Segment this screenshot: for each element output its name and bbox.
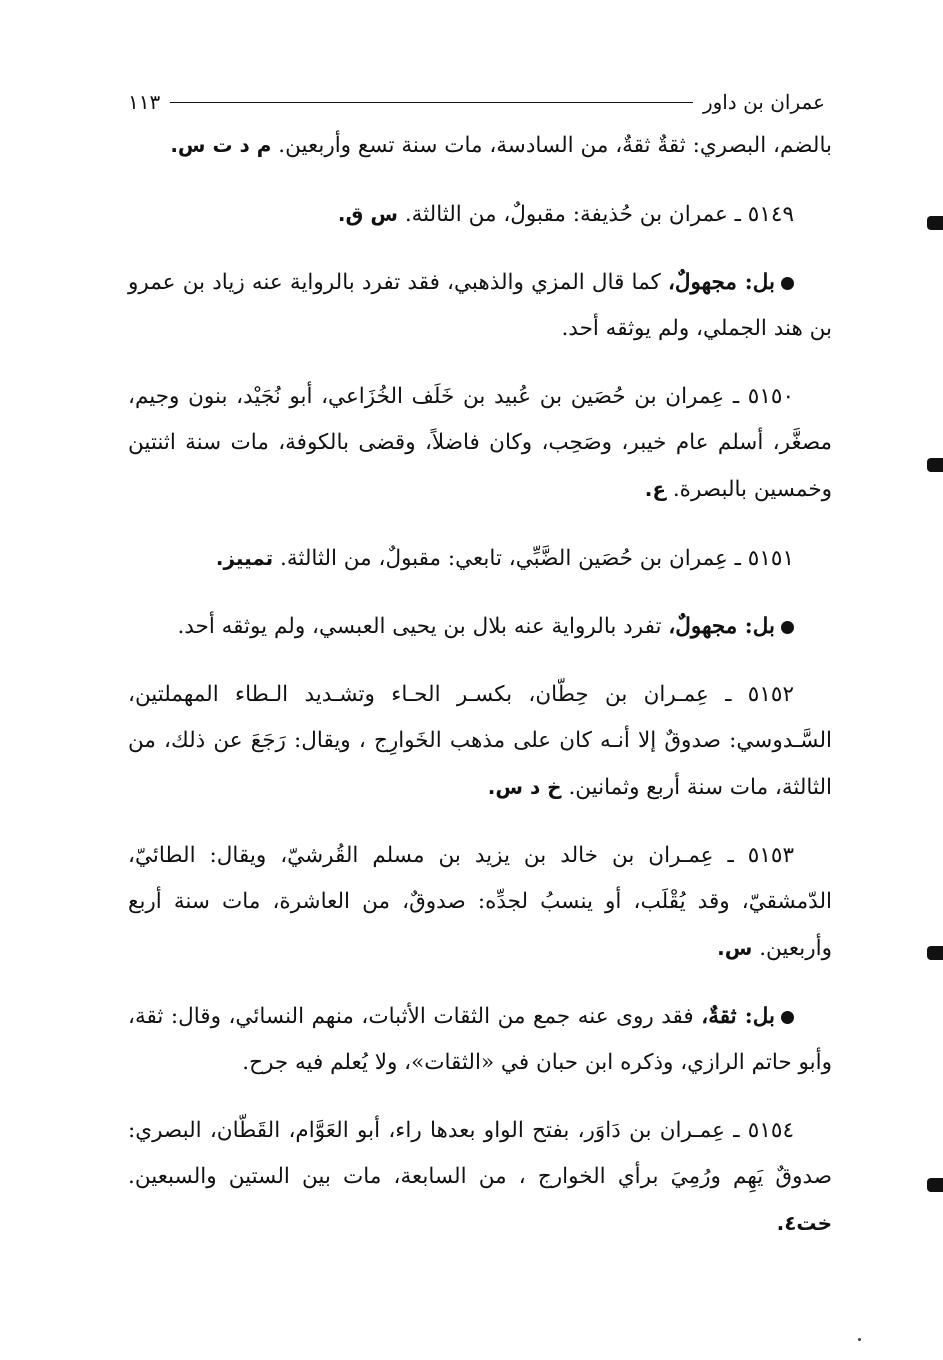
narrator-symbols: خت٤.: [776, 1211, 832, 1235]
entry-5150: [128, 374, 832, 513]
continuation-paragraph: [128, 122, 832, 169]
page-body: [128, 122, 832, 1247]
page-header: [128, 84, 825, 120]
entry-text: ٥١٥٠ ـ عِمران بن حُصَين بن عُبيد بن خَلَف الخُزَاعي، أبو نُجَيْد، بنون وجيم، مصغَّر، أسلم عام خيبر، وصَحِب، وكان فاضلاً، وقضى بالكوفة، مات سنة اثنتين وخمسين بالبصرة.: [128, 384, 832, 502]
note-label: بل: مجهولٌ،: [668, 614, 775, 639]
narrator-symbols: تمييز.: [215, 546, 274, 570]
note-text: تفرد بالرواية عنه بلال بن يحيى العبسي، ولم يوثقه أحد.: [177, 614, 662, 639]
page-number: ١١٣: [128, 90, 161, 114]
note-text: فقد روى عنه جمع من الثقات الأثبات، منهم النسائي، وقال: ثقة، وأبو حاتم الرازي، وذكره ابن حبان في «الثقات»، ولا يُعلم فيه جرح.: [128, 1004, 832, 1075]
bullet-icon: [781, 1011, 794, 1024]
header-rule: [170, 102, 693, 103]
narrator-symbols: ع.: [644, 477, 666, 501]
paragraph-text: بالضم، البصري: ثقةٌ ثقةٌ، من السادسة، مات سنة تسع وأربعين.: [278, 133, 832, 158]
narrator-symbols: س ق.: [337, 202, 398, 226]
entry-5152: [128, 672, 832, 811]
narrator-symbols: م د ت س.: [170, 133, 272, 157]
editor-note: [128, 604, 832, 650]
entry-text: ٥١٥٢ ـ عِمـران بن حِطّان، بكسـر الحـاء وتشـديد الـطاء المهملتين، السَّـدوسي: صدوقٌ إلا أنـه كان على مذهب الخَوارِج ، ويقال: رَجَعَ عن ذلك، من الثالثة، مات سنة أربع وثمانين.: [128, 682, 832, 800]
entry-5154: [128, 1108, 832, 1247]
entry-text: ٥١٥١ ـ عِمران بن حُصَين الضَّبِّي، تابعي: مقبولٌ، من الثالثة.: [280, 546, 794, 571]
editor-note: [128, 994, 832, 1086]
scan-edge-mark: [927, 216, 943, 230]
entry-5153: [128, 833, 832, 972]
narrator-symbols: خ د س.: [487, 775, 562, 799]
bullet-icon: [781, 277, 794, 290]
note-text: كما قال المزي والذهبي، فقد تفرد بالرواية عنه زياد بن عمرو بن هند الجملي، ولم يوثقه أحد.: [128, 270, 832, 341]
entry-5151: [128, 535, 832, 582]
scan-edge-mark: [927, 458, 943, 472]
bullet-icon: [781, 621, 794, 634]
scan-speck: [858, 1338, 861, 1341]
scan-edge-mark: [927, 1178, 943, 1192]
entry-text: ٥١٤٩ ـ عمران بن حُذيفة: مقبولٌ، من الثالثة.: [404, 202, 794, 227]
entry-text: ٥١٥٤ ـ عِمـران بن دَاوَر، بفتح الواو بعدها راء، أبو العَوَّام، القَطّان، البصري: صدوقٌ يَهِم ورُمِيَ برأي الخوارج ، من السابعة، مات بين الستين والسبعين.: [128, 1118, 832, 1189]
entry-5149: [128, 191, 832, 238]
running-title: عمران بن داور: [702, 90, 825, 114]
narrator-symbols: س.: [717, 936, 753, 960]
entry-text: ٥١٥٣ ـ عِمـران بن خالد بن يزيد بن مسلم القُرشيّ، ويقال: الطائيّ، الدّمشقيّ، وقد يُقْلَب، أو ينسبُ لجدِّه: صدوقٌ، من العاشرة، مات سنة أربع وأربعين.: [128, 843, 832, 961]
note-label: بل: ثقةٌ،: [701, 1004, 775, 1029]
editor-note: [128, 260, 832, 352]
note-label: بل: مجهولٌ،: [667, 270, 775, 295]
scan-edge-mark: [927, 946, 943, 960]
